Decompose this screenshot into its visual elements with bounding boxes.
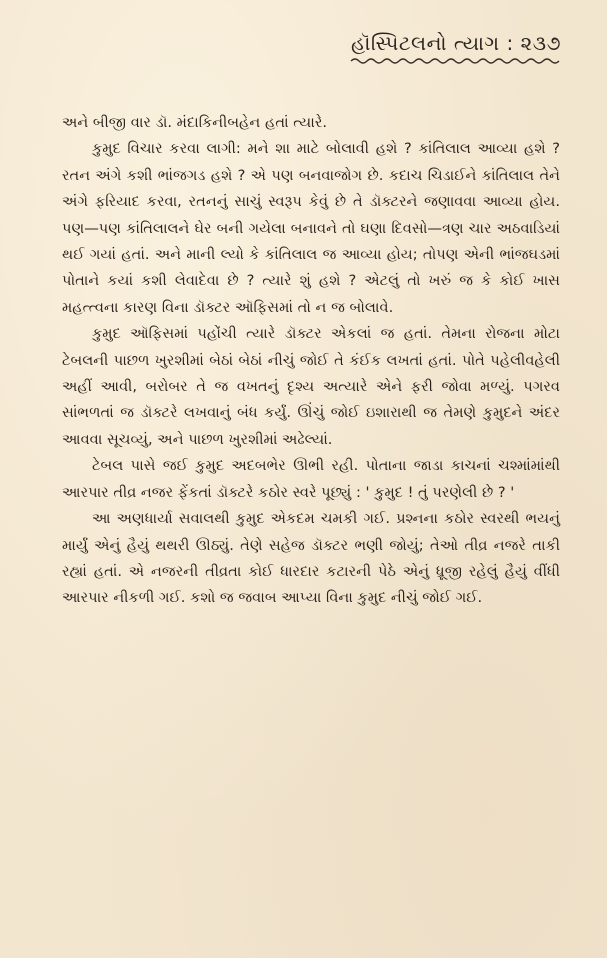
paragraph-1: અને બીજી વાર ડૉ. મંદાકિનીબહેન હતાં ત્યારે. bbox=[62, 114, 328, 131]
body-text bbox=[62, 110, 560, 612]
paragraph-4: ટેબલ પાસે જઈ કુમુદ અદબભેર ઊભી રહી. પોતાના જાડા કાચનાં ચશ્માંમાંથી આરપાર તીવ્ર નજર ફેંકતાં ડૉક્ટરે કઠોર સ્વરે પૂછ્યું : ' કુમુદ ! તું પરણેલી છે ? ' bbox=[62, 457, 560, 501]
running-head bbox=[349, 30, 561, 66]
paragraph-3: કુમુદ ઑફિસમાં પહોંચી ત્યારે ડૉક્ટર એકલાં જ હતાં. તેમના રોજના મોટા ટેબલની પાછળ ખુરશીમાં બેઠાં બેઠાં નીચું જોઈ તે કંઈક લખતાં હતાં. પોતે પહેલીવહેલી અહીં આવી, બરોબર તે જ વખતનું દૃશ્ય અત્યારે એને ફરી જોવા મળ્યું. પગરવ સાંભળતાં જ ડૉક્ટરે લખવાનું બંધ કર્યું. ઊંચું જોઈ ઇશારાથી જ તેમણે કુમુદને અંદર આવવા સૂચવ્યું, અને પાછળ ખુરશીમાં અઢેલ્યાં. bbox=[62, 325, 560, 448]
paragraph-2: કુમુદ વિચાર કરવા લાગી: મને શા માટે બોલાવી હશે ? કાંતિલાલ આવ્યા હશે ? રતન અંગે કશી ભાંજગડ હશે ? એ પણ બનવાજોગ છે. કદાચ ચિડાઈને કાંતિલાલ તેને અંગે ફરિયાદ કરવા, રતનનું સાચું સ્વરૂપ કેવું છે તે ડૉક્ટરને જણાવવા આવ્યા હોય. પણ—પણ કાંતિલાલને ઘેર બની ગયેલા બનાવને તો ઘણા દિવસો—ત્રણ ચાર અઠવાડિયાં થઈ ગયાં હતાં. અને માની લ્યો કે કાંતિલાલ જ આવ્યા હોય; તોપણ એની ભાંજઘડમાં પોતાને કયાં કશી લેવાદેવા છે ? ત્યારે શું હશે ? એટલું તો ખરું જ કે કોઈ ખાસ મહત્ત્વના કારણ વિના ડૉક્ટર ઑફિસમાં તો ન જ બોલાવે. bbox=[62, 140, 560, 316]
running-title: હૉસ્પિટલનો ત્યાગ : ૨૩૭ bbox=[351, 31, 561, 55]
wavy-underline-ornament bbox=[349, 56, 561, 66]
paragraph-5: આ અણધાર્યા સવાલથી કુમુદ એકદમ ચમકી ગઈ. પ્રશ્નના કઠોર સ્વરથી ભયનું માર્યું એનું હૈયું થથરી ઊઠ્યું. તેણે સહેજ ડૉક્ટર ભણી જોયું; તેઓ તીવ્ર નજરે તાકી રહ્યાં હતાં. એ નજરની તીવ્રતા કોઈ ધારદાર કટારની પેઠે એનું ધ્રૂજી રહેલું હૈયું વીંધી આરપાર નીકળી ગઈ. કશો જ જવાબ આપ્યા વિના કુમુદ નીચું જોઈ ગઈ. bbox=[62, 510, 560, 607]
